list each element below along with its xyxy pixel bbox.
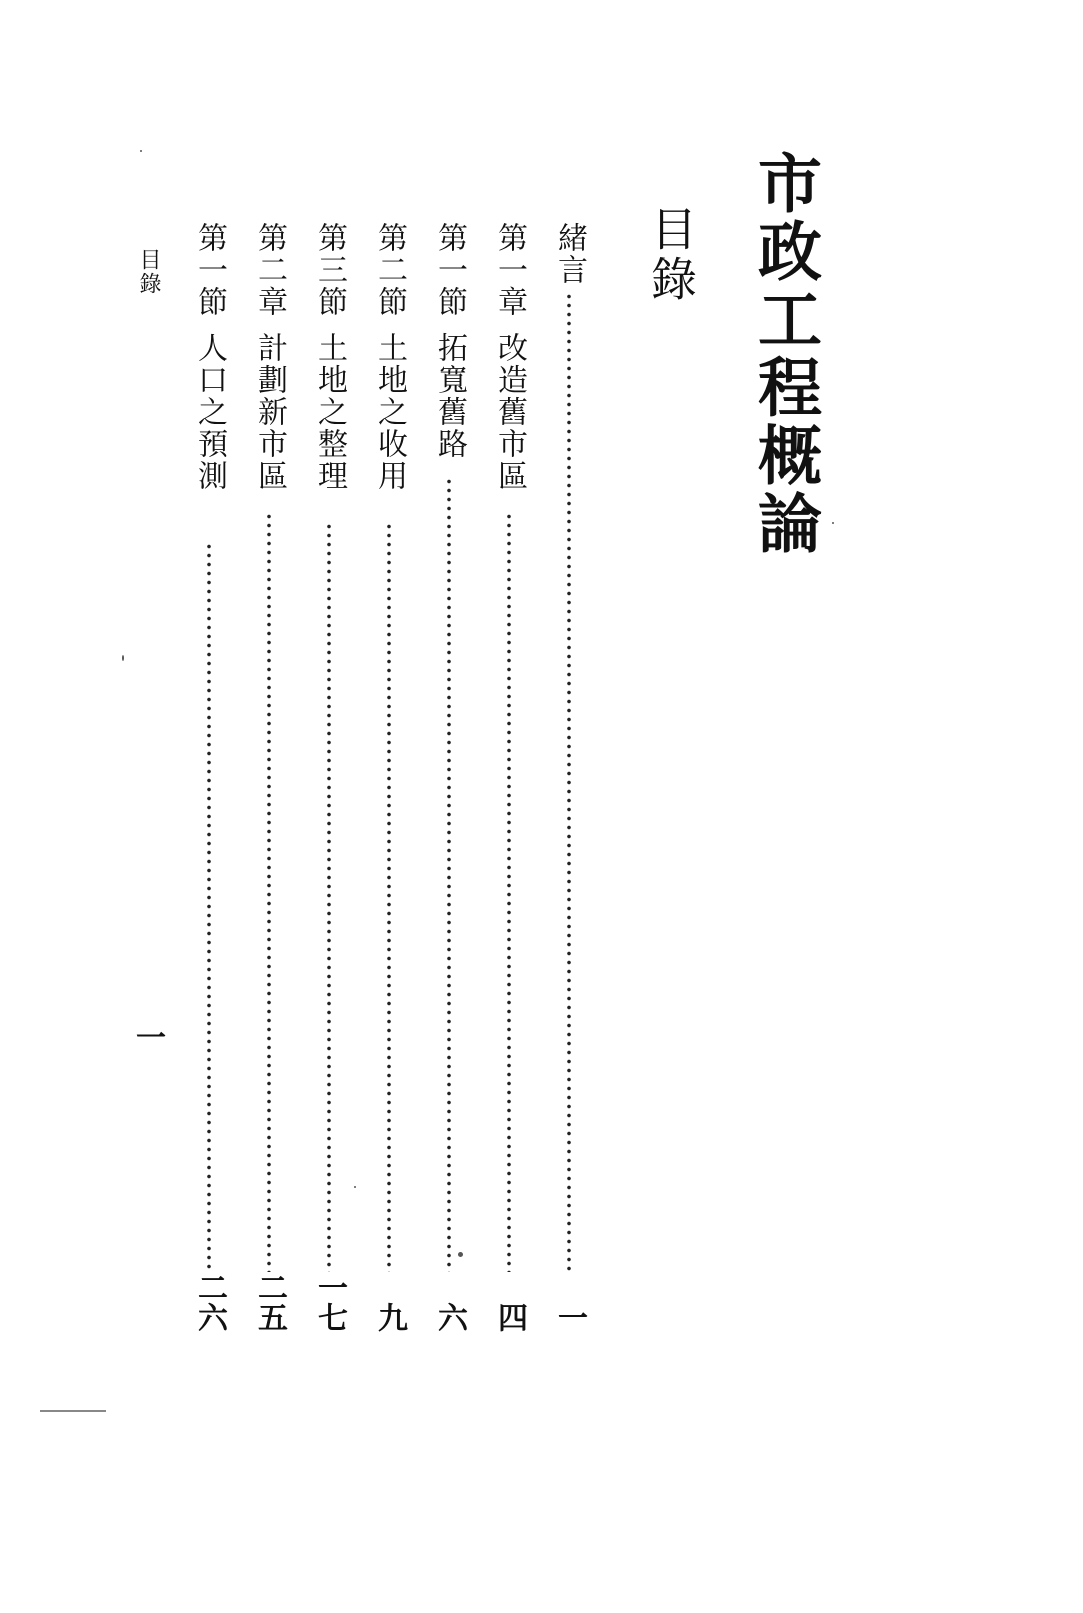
toc-entry-label: [192, 222, 226, 492]
toc-entry-preface: [552, 222, 586, 1332]
dot-leader: [447, 477, 451, 1272]
toc-entry-title: 土地之收用: [372, 332, 407, 492]
toc-entry-title: 拓寬舊路: [432, 332, 467, 460]
scan-speck: [832, 522, 834, 524]
toc-entry-label: [372, 222, 406, 492]
dot-leader: [387, 522, 391, 1272]
toc-entry-section-2-1: [192, 222, 226, 1332]
dot-leader: [507, 512, 511, 1272]
dot-leader: [267, 512, 271, 1272]
toc-entry-number: 第一章: [492, 222, 527, 318]
toc-entry-title: 人口之預測: [192, 332, 227, 492]
toc-entry-label: [552, 222, 586, 286]
scan-speck: [458, 1252, 463, 1257]
toc-entry-section-1-3: [312, 222, 346, 1332]
toc-entry-number: 第一節: [192, 222, 227, 318]
toc-entry-chapter-2: [252, 222, 286, 1332]
toc-entry-label: [312, 222, 346, 492]
toc-entry-page: 六: [432, 1302, 467, 1332]
scan-speck: [122, 655, 124, 661]
toc-entry-section-1-2: [372, 222, 406, 1332]
toc-entry-page: 二五: [252, 1272, 287, 1332]
toc-entry-number: 第二節: [372, 222, 407, 318]
toc-entry-page: 一: [552, 1302, 587, 1332]
scan-speck: [354, 1186, 356, 1188]
dot-leader: [327, 522, 331, 1272]
toc-entry-number: 第二章: [252, 222, 287, 318]
toc-entry-page: 九: [372, 1302, 407, 1332]
scan-smudge: [40, 1410, 106, 1412]
toc-entry-title: 改造舊市區: [492, 332, 527, 492]
toc-entry-number: 第一節: [432, 222, 467, 318]
dot-leader: [207, 542, 211, 1272]
book-title: 市政工程概論: [747, 150, 822, 558]
toc-entry-label: [492, 222, 526, 492]
toc-entry-label: [252, 222, 286, 492]
toc-entry-title: 緒言: [552, 222, 587, 286]
toc-entry-label: [432, 222, 466, 460]
page-number: 一: [136, 1021, 166, 1056]
running-head: 目錄: [136, 248, 161, 296]
toc-entry-number: 第三節: [312, 222, 347, 318]
toc-entry-title: 土地之整理: [312, 332, 347, 492]
toc-entry-page: 二六: [192, 1272, 227, 1332]
toc-heading: 目錄: [644, 205, 698, 305]
toc-entry-page: 一七: [312, 1272, 347, 1332]
toc-entry-title: 計劃新市區: [252, 332, 287, 492]
toc-entry-page: 四: [492, 1302, 527, 1332]
scan-speck: [140, 150, 142, 152]
dot-leader: [567, 292, 571, 1272]
toc-entry-chapter-1: [492, 222, 526, 1332]
toc-entry-section-1-1: [432, 222, 466, 1332]
